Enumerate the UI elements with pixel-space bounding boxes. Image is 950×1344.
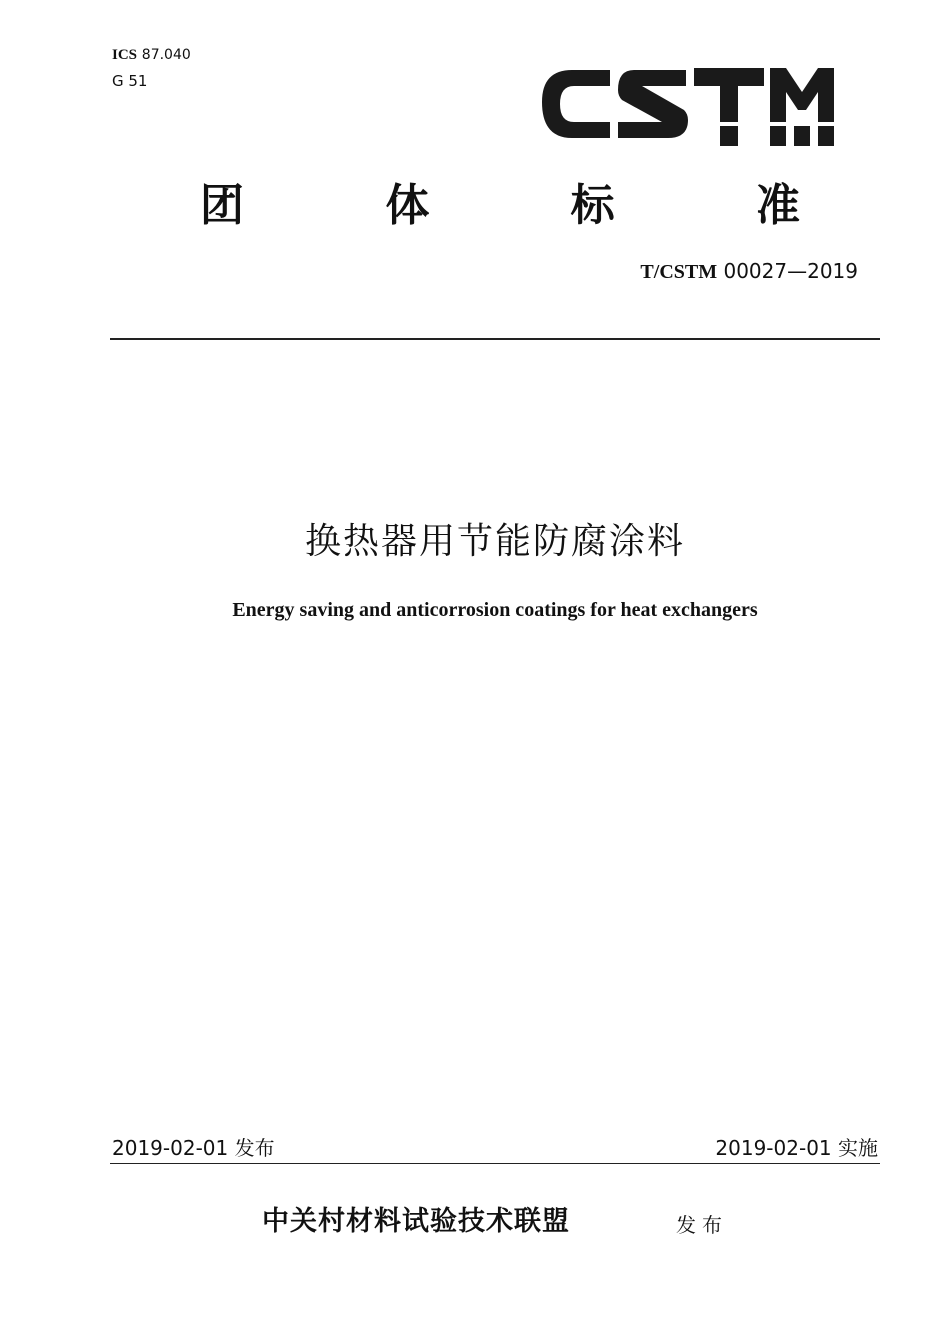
ics-value: 87.040	[141, 47, 191, 63]
standard-type-char: 体	[385, 180, 430, 231]
standard-type-char: 团	[200, 180, 244, 231]
ics-code	[112, 45, 191, 64]
ccs-code: G 51	[112, 72, 148, 90]
issued-label: 发布	[676, 1213, 728, 1237]
cstm-logo-icon	[538, 62, 838, 152]
standard-type	[200, 178, 800, 238]
top-divider	[110, 338, 880, 340]
publish-date: 2019-02-01 发布	[112, 1136, 275, 1160]
issuer-name: 中关村材料试验技术联盟	[262, 1206, 570, 1237]
implement-date: 2019-02-01 实施	[715, 1136, 878, 1160]
standard-number	[640, 258, 858, 285]
bottom-divider	[110, 1163, 880, 1164]
standard-number-prefix: T/CSTM	[640, 261, 718, 283]
standard-number-suffix: 00027—2019	[723, 259, 858, 283]
title-chinese: 换热器用节能防腐涂料	[304, 521, 685, 562]
standard-type-char: 准	[755, 180, 800, 231]
ics-label: ICS	[112, 47, 138, 63]
standard-type-char: 标	[570, 180, 615, 231]
title-english: Energy saving and anticorrosion coatings for heat exchangers	[232, 599, 758, 621]
